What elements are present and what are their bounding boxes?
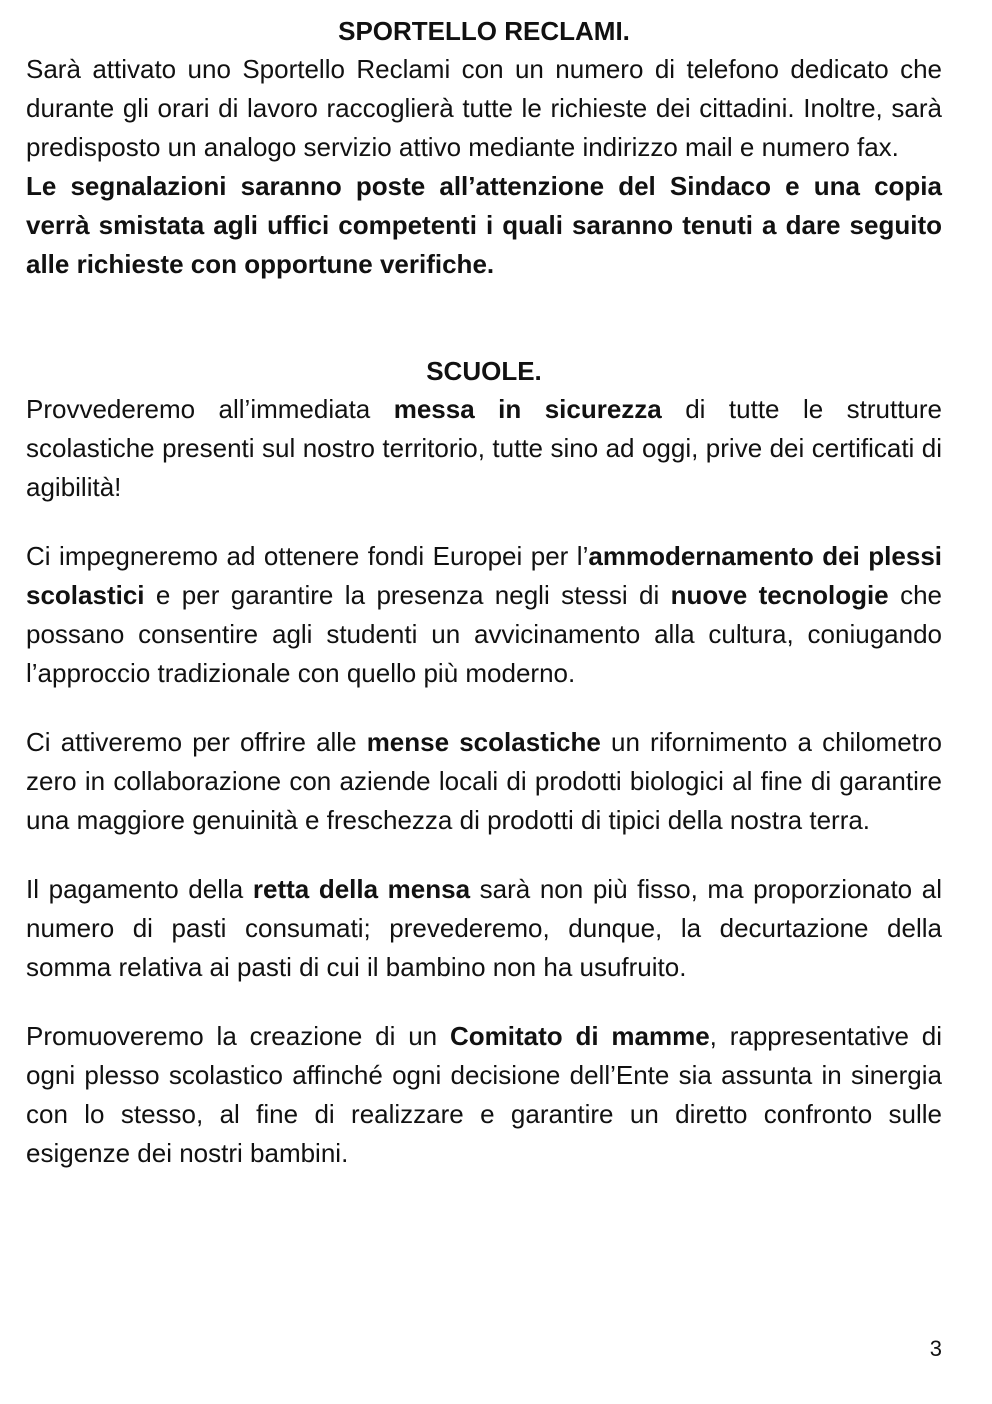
paragraph-messa-in-sicurezza (26, 390, 942, 507)
text-run: che possano consentire agli studenti un avvicinamento alla cultura, coniugando l’approccio tradizionale con quello più moderno. (26, 580, 942, 688)
paragraph-spacer (26, 507, 942, 537)
paragraph-comitato-mamme (26, 1017, 942, 1173)
bold-text-run: ammodernamento dei plessi scolastici (26, 541, 942, 610)
paragraph-spacer (26, 987, 942, 1017)
text-run: Il pagamento della (26, 874, 253, 904)
paragraph-ammodernamento (26, 537, 942, 693)
text-run: Ci impegneremo ad ottenere fondi Europei per l’ (26, 541, 589, 571)
page-number: 3 (929, 1336, 942, 1361)
text-run: Ci attiveremo per offrire alle (26, 727, 367, 757)
text-run: un rifornimento a chilometro zero in collaborazione con aziende locali di prodotti biologici al fine di garantire una maggiore genuinità e freschezza di prodotti di tipici della nostra terra. (26, 727, 943, 835)
text-run: sarà non più fisso, ma proporzionato al numero di pasti consumati; prevederemo, dunque, la decurtazione della somma relativa ai pasti di cui il bambino non ha usufruito. (26, 874, 942, 982)
text-run: , rappresentative di ogni plesso scolastico affinché ogni decisione dell’Ente sia assunta in sinergia con lo stesso, al fine di realizzare e garantire un diretto confronto sulle esigenze dei nostri bambini. (26, 1021, 942, 1168)
paragraph-retta-mensa (26, 870, 942, 987)
bold-text-run: Comitato di mamme (449, 1021, 710, 1051)
section-spacer (26, 284, 942, 352)
paragraph-mense-scolastiche (26, 723, 942, 840)
document-page (26, 12, 942, 1173)
section-title-sportello-reclami: SPORTELLO RECLAMI. (338, 16, 630, 46)
text-run: Provvederemo all’immediata (26, 394, 394, 424)
paragraph-sportello-intro: Sarà attivato uno Sportello Reclami con un numero di telefono dedicato che durante gli orari di lavoro raccoglierà tutte le richieste dei cittadini. Inoltre, sarà predisposto un analogo servizio attivo mediante indirizzo mail e numero fax. (26, 54, 942, 162)
paragraph-spacer (26, 840, 942, 870)
bold-text-run: mense scolastiche (366, 727, 601, 757)
text-run: Promuoveremo la creazione di un (26, 1021, 450, 1051)
paragraph-spacer (26, 693, 942, 723)
text-run: e per garantire la presenza negli stessi di (144, 580, 671, 610)
bold-text-run: retta della mensa (252, 874, 471, 904)
paragraph-sportello-segnalazioni: Le segnalazioni saranno poste all’attenzione del Sindaco e una copia verrà smistata agli uffici competenti i quali saranno tenuti a dare seguito alle richieste con opportune verifiche. (26, 171, 942, 279)
section-title-scuole: SCUOLE. (426, 356, 542, 386)
bold-text-run: nuove tecnologie (670, 580, 889, 610)
bold-text-run: messa in sicurezza (393, 394, 662, 424)
text-run: di tutte le strutture scolastiche presenti sul nostro territorio, tutte sino ad oggi, prive dei certificati di agibilità! (26, 394, 943, 502)
